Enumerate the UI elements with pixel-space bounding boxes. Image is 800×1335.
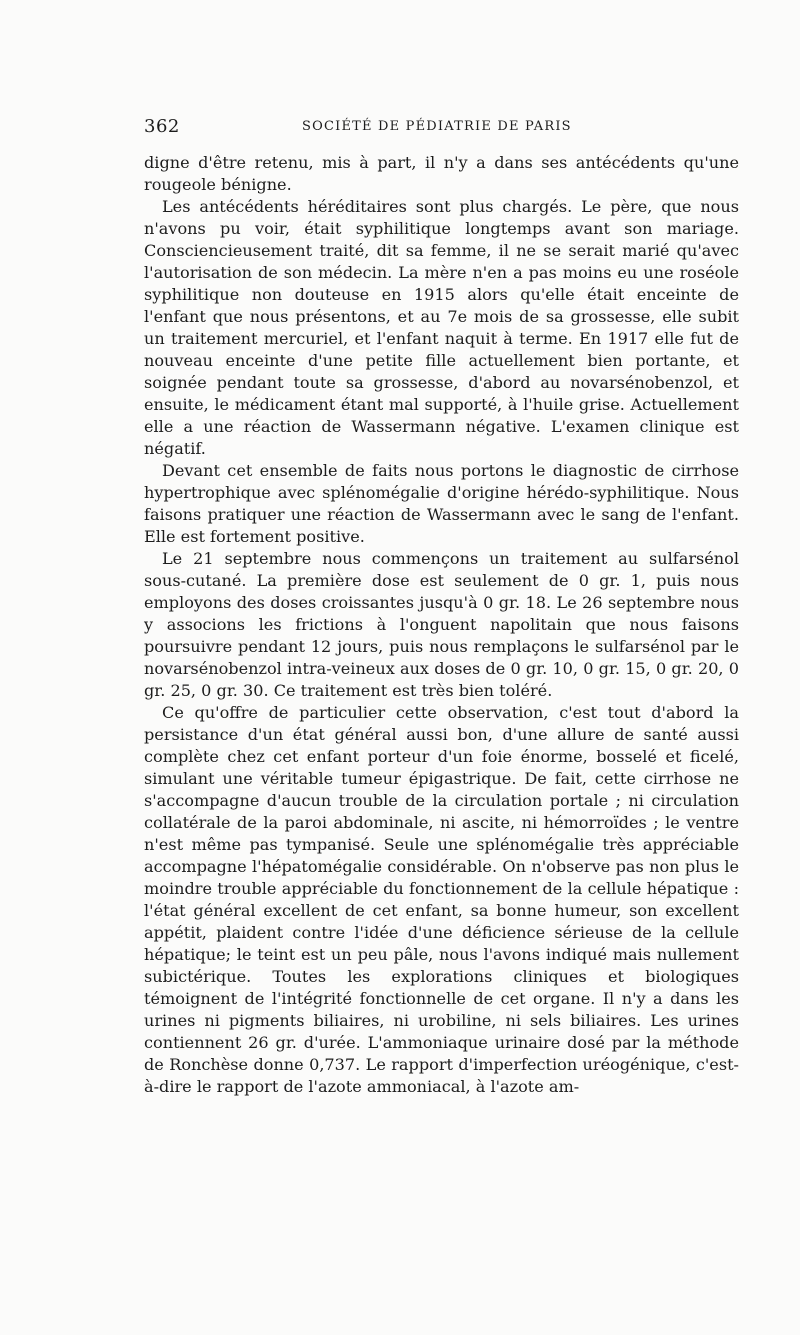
- page-number: 362: [144, 116, 180, 137]
- paragraph-hereditary-history: Les antécédents héréditaires sont plus chargés. Le père, que nous n'avons pu voir, était syphilitique longtemps avant son mariage. Consciencieusement traité, dit sa femme, il ne se serait marié qu'avec l'autorisation de son médecin. La mère n'en a pas moins eu une roséole syphilitique non douteuse en 1915 alors qu'elle était enceinte de l'enfant que nous présentons, et au 7e mois de sa grossesse, elle subit un traitement mercuriel, et l'enfant naquit à terme. En 1917 elle fut de nouveau enceinte d'une petite fille actuellement bien portante, et soignée pendant toute sa grossesse, d'abord au novarsénobenzol, et ensuite, le médicament étant mal supporté, à l'huile grise. Actuellement elle a une réaction de Wassermann négative. L'examen clinique est négatif.: [144, 197, 739, 458]
- paragraph-continuation: digne d'être retenu, mis à part, il n'y a dans ses antécédents qu'une rougeole bénigne.: [144, 153, 739, 194]
- running-title: SOCIÉTÉ DE PÉDIATRIE DE PARIS: [302, 119, 572, 134]
- paragraph-diagnosis: Devant cet ensemble de faits nous portons le diagnostic de cirrhose hypertrophique avec splénomégalie d'origine hérédo-syphilitique. Nous faisons pratiquer une réaction de Wassermann avec le sang de l'enfant. Elle est fortement positive.: [144, 461, 739, 546]
- paragraph-discussion: Ce qu'offre de particulier cette observation, c'est tout d'abord la persistance d'un état général aussi bon, d'une allure de santé aussi complète chez cet enfant porteur d'un foie énorme, bosselé et ficelé, simulant une véritable tumeur épigastrique. De fait, cette cirrhose ne s'accompagne d'aucun trouble de la circulation portale ; ni circulation collatérale de la paroi abdominale, ni ascite, ni hémorroïdes ; le ventre n'est même pas tympanisé. Seule une splénomégalie très appréciable accompagne l'hépatomégalie considérable. On n'observe pas non plus le moindre trouble appréciable du fonctionnement de la cellule hépatique : l'état général excellent de cet enfant, sa bonne humeur, son excellent appétit, plaident contre l'idée d'une déficience sérieuse de la cellule hépatique; le teint est un peu pâle, nous l'avons indiqué mais nullement subictérique. Toutes les explorations cliniques et biologiques témoignent de l'intégrité fonctionnelle de cet organe. Il n'y a dans les urines ni pigments biliaires, ni urobiline, ni sels biliaires. Les urines contiennent 26 gr. d'urée. L'ammoniaque urinaire dosé par la méthode de Ronchèse donne 0,737. Le rapport d'imperfection uréogénique, c'est-à-dire le rapport de l'azote ammoniacal, à l'azote am-: [144, 703, 739, 1096]
- page-header: [144, 116, 739, 140]
- paragraph-treatment: Le 21 septembre nous commençons un traitement au sulfarsénol sous-cutané. La première dose est seulement de 0 gr. 1, puis nous employons des doses croissantes jusqu'à 0 gr. 18. Le 26 septembre nous y associons les frictions à l'onguent napolitain que nous faisons poursuivre pendant 12 jours, puis nous remplaçons le sulfarsénol par le novarsénobenzol intra-veineux aux doses de 0 gr. 10, 0 gr. 15, 0 gr. 20, 0 gr. 25, 0 gr. 30. Ce traitement est très bien toléré.: [144, 549, 739, 700]
- body-text: [144, 152, 739, 1098]
